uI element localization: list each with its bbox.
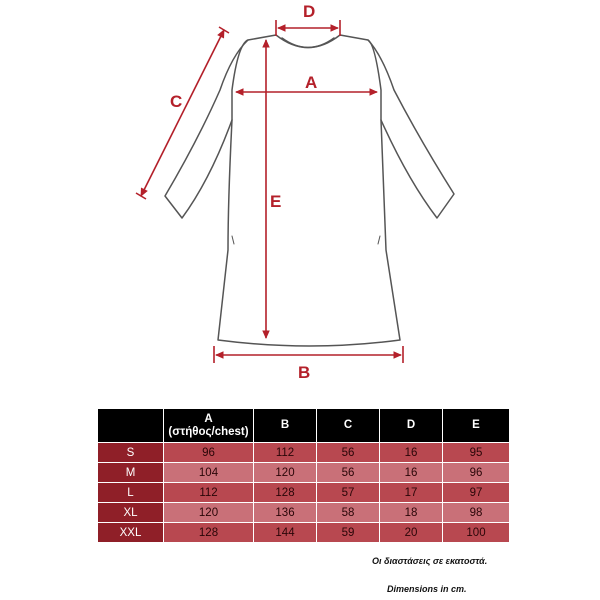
header-a: [164, 409, 254, 443]
cell-b: 128: [254, 483, 317, 503]
units-note-english: Dimensions in cm.: [387, 584, 467, 594]
cell-c: 59: [317, 523, 380, 543]
cell-e: 97: [443, 483, 510, 503]
cell-b: 120: [254, 463, 317, 483]
label-a: A: [305, 73, 318, 92]
cell-c: 58: [317, 503, 380, 523]
size-chart-table: [97, 408, 510, 543]
header-size: [98, 409, 164, 443]
header-a-desc: (στήθος/chest): [168, 425, 249, 438]
table-row: [98, 483, 510, 503]
cell-d: 16: [380, 443, 443, 463]
table-row: [98, 463, 510, 483]
cell-a: 112: [164, 483, 254, 503]
cell-c: 57: [317, 483, 380, 503]
cell-d: 18: [380, 503, 443, 523]
table-row: [98, 523, 510, 543]
table-header-row: [98, 409, 510, 443]
cell-a: 104: [164, 463, 254, 483]
dimension-line-c: [141, 30, 224, 196]
table-row: [98, 503, 510, 523]
cell-d: 20: [380, 523, 443, 543]
cell-e: 98: [443, 503, 510, 523]
size-cell: XXL: [98, 523, 164, 543]
cell-a: 128: [164, 523, 254, 543]
header-d: D: [380, 409, 443, 443]
cell-a: 120: [164, 503, 254, 523]
header-b: B: [254, 409, 317, 443]
size-cell: XL: [98, 503, 164, 523]
cell-e: 95: [443, 443, 510, 463]
cell-e: 100: [443, 523, 510, 543]
size-cell: L: [98, 483, 164, 503]
size-cell: M: [98, 463, 164, 483]
table-row: [98, 443, 510, 463]
cell-b: 144: [254, 523, 317, 543]
header-e: E: [443, 409, 510, 443]
header-c: C: [317, 409, 380, 443]
cell-d: 16: [380, 463, 443, 483]
units-note-greek: Οι διαστάσεις σε εκατοστά.: [372, 556, 488, 566]
cell-b: 136: [254, 503, 317, 523]
cell-b: 112: [254, 443, 317, 463]
cell-c: 56: [317, 443, 380, 463]
cell-e: 96: [443, 463, 510, 483]
label-e: E: [270, 192, 282, 211]
label-d: D: [303, 2, 316, 21]
label-b: B: [298, 363, 311, 382]
cell-d: 17: [380, 483, 443, 503]
header-a-letter: A: [204, 412, 213, 425]
size-cell: S: [98, 443, 164, 463]
cell-c: 56: [317, 463, 380, 483]
label-c: C: [170, 92, 183, 111]
cell-a: 96: [164, 443, 254, 463]
